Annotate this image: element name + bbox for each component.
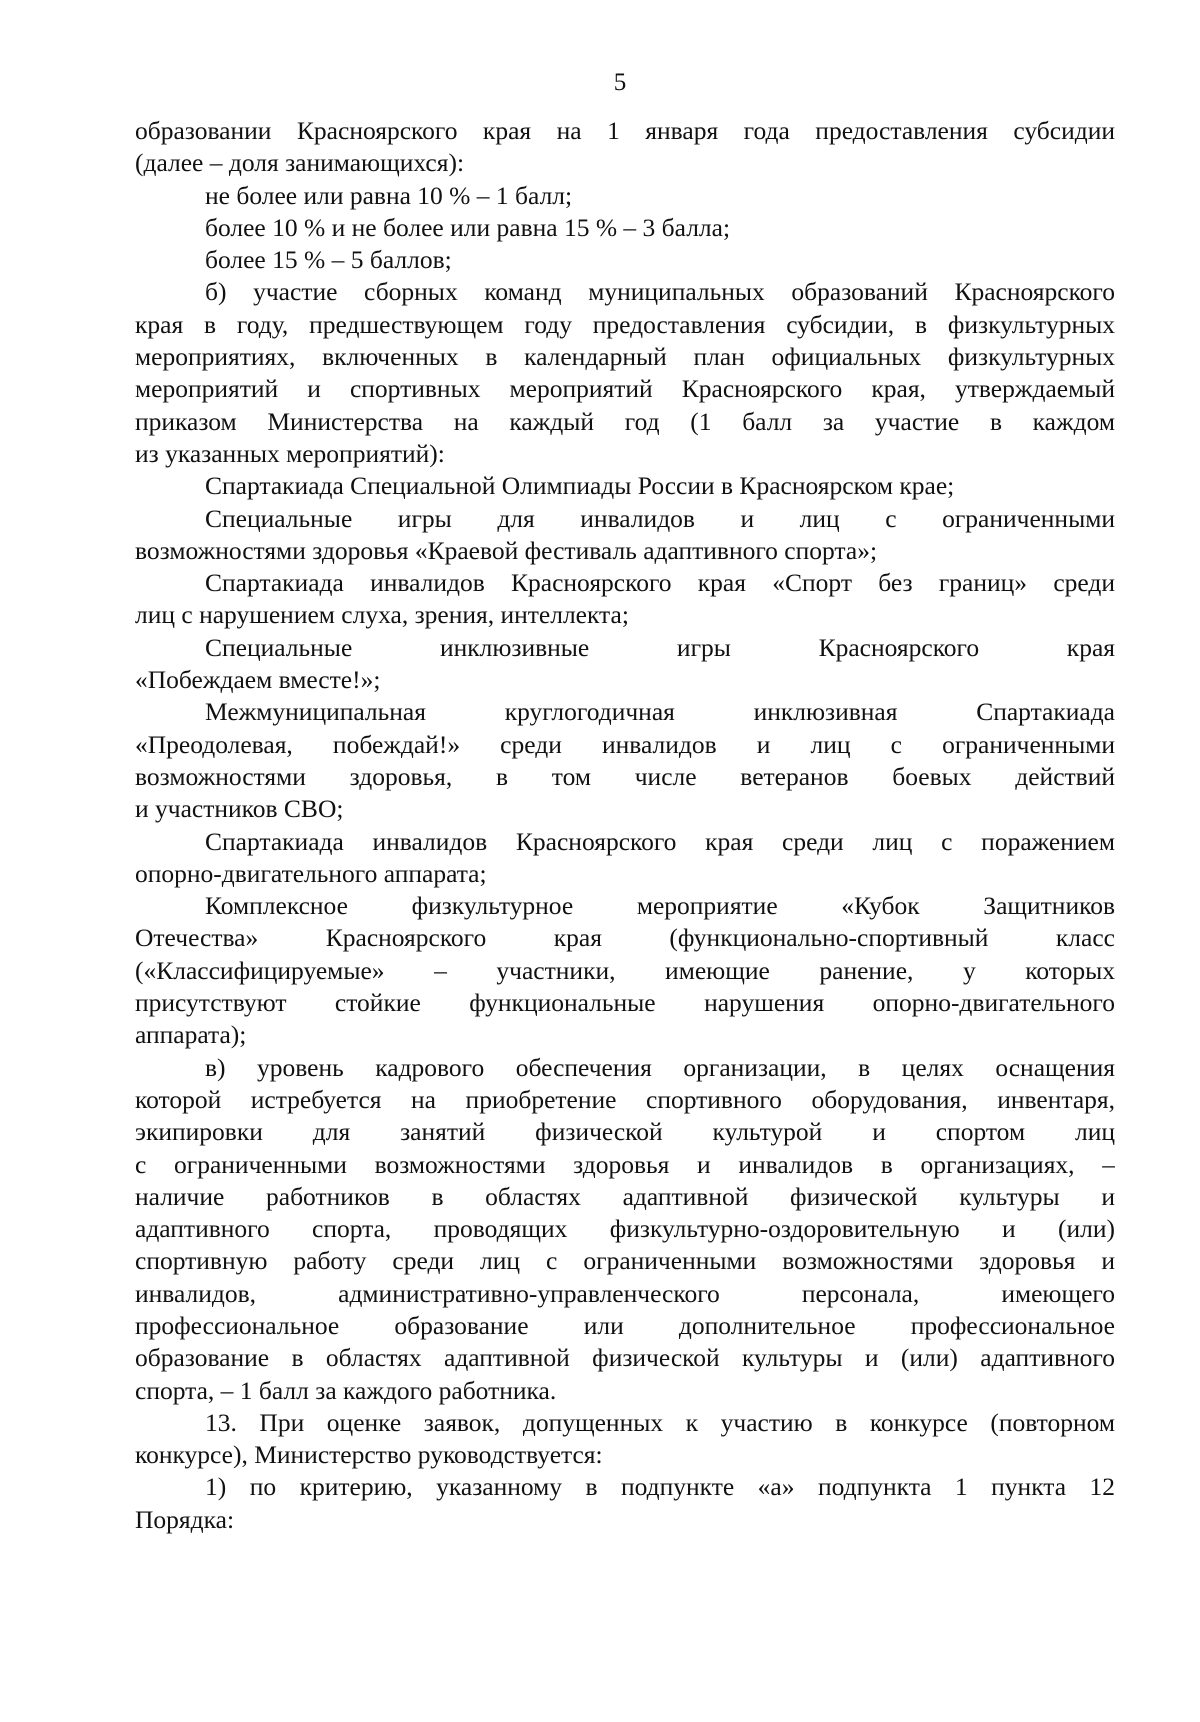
text-line: «Побеждаем вместе!»;: [135, 665, 381, 695]
text-line: из указанных мероприятий):: [135, 438, 445, 468]
text-line: образовании Красноярского края на 1 января года предоставления субсидии: [135, 116, 1115, 145]
text-line: Комплексное физкультурное мероприятие «Кубок Защитников: [205, 891, 1115, 921]
text-line: Спартакиада инвалидов Красноярского края среди лиц с поражением: [205, 826, 1115, 856]
text-line: инвалидов, административно-управленческого персонала, имеющего: [135, 1278, 1115, 1308]
document-body: [135, 115, 1115, 1536]
text-line: спорта, – 1 балл за каждого работника.: [135, 1375, 557, 1405]
text-line: в) уровень кадрового обеспечения организации, в целях оснащения: [205, 1052, 1115, 1082]
text-line: спортивную работу среди лиц с ограниченными возможностями здоровья и: [135, 1246, 1115, 1276]
text-line: более 15 % – 5 баллов;: [205, 245, 452, 275]
text-line: наличие работников в областях адаптивной физической культуры и: [135, 1181, 1115, 1211]
text-line: которой истребуется на приобретение спортивного оборудования, инвентаря,: [135, 1084, 1115, 1114]
text-line: Межмуниципальная круглогодичная инклюзивная Спартакиада: [205, 697, 1115, 727]
text-line: конкурсе), Министерство руководствуется:: [135, 1440, 603, 1470]
text-line: («Классифицируемые» – участники, имеющие ранение, у которых: [135, 955, 1115, 985]
text-line: 13. При оценке заявок, допущенных к участию в конкурсе (повторном: [205, 1407, 1115, 1437]
text-line: Порядка:: [135, 1504, 235, 1534]
text-line: Специальные игры для инвалидов и лиц с ограниченными: [205, 503, 1115, 533]
text-line: опорно-двигательного аппарата;: [135, 858, 487, 888]
text-line: образование в областях адаптивной физической культуры и (или) адаптивного: [135, 1343, 1115, 1373]
text-line: не более или равна 10 % – 1 балл;: [205, 180, 573, 210]
text-line: возможностями здоровья, в том числе ветеранов боевых действий: [135, 761, 1115, 791]
text-line: аппарата);: [135, 1020, 247, 1050]
text-line: более 10 % и не более или равна 15 % – 3 балла;: [205, 212, 731, 242]
text-line: б) участие сборных команд муниципальных образований Красноярского: [205, 277, 1115, 307]
text-line: приказом Министерства на каждый год (1 балл за участие в каждом: [135, 406, 1115, 436]
text-line: и участников СВО;: [135, 794, 344, 824]
text-line: «Преодолевая, побеждай!» среди инвалидов и лиц с ограниченными: [135, 729, 1115, 759]
text-line: края в году, предшествующем году предоставления субсидии, в физкультурных: [135, 309, 1115, 339]
text-line: мероприятиях, включенных в календарный план официальных физкультурных: [135, 342, 1115, 372]
text-line: Специальные инклюзивные игры Красноярского края: [205, 632, 1115, 662]
text-line: адаптивного спорта, проводящих физкультурно-оздоровительную и (или): [135, 1214, 1115, 1244]
text-line: Спартакиада Специальной Олимпиады России в Красноярском крае;: [205, 471, 955, 501]
text-line: с ограниченными возможностями здоровья и инвалидов в организациях, –: [135, 1149, 1115, 1179]
text-line: экипировки для занятий физической культурой и спортом лиц: [135, 1117, 1115, 1147]
text-line: лиц с нарушением слуха, зрения, интеллекта;: [135, 600, 629, 630]
text-line: Отечества» Красноярского края (функционально-спортивный класс: [135, 923, 1115, 953]
text-line: мероприятий и спортивных мероприятий Красноярского края, утверждаемый: [135, 374, 1115, 404]
text-line: 1) по критерию, указанному в подпункте «а» подпункта 1 пункта 12: [205, 1472, 1115, 1502]
text-line: присутствуют стойкие функциональные нарушения опорно-двигательного: [135, 988, 1115, 1018]
text-line: профессиональное образование или дополнительное профессиональное: [135, 1310, 1115, 1340]
text-line: возможностями здоровья «Краевой фестиваль адаптивного спорта»;: [135, 535, 878, 565]
text-line: (далее – доля занимающихся):: [135, 148, 465, 178]
text-line: Спартакиада инвалидов Красноярского края «Спорт без границ» среди: [205, 568, 1115, 598]
page-number: 5: [613, 69, 627, 96]
